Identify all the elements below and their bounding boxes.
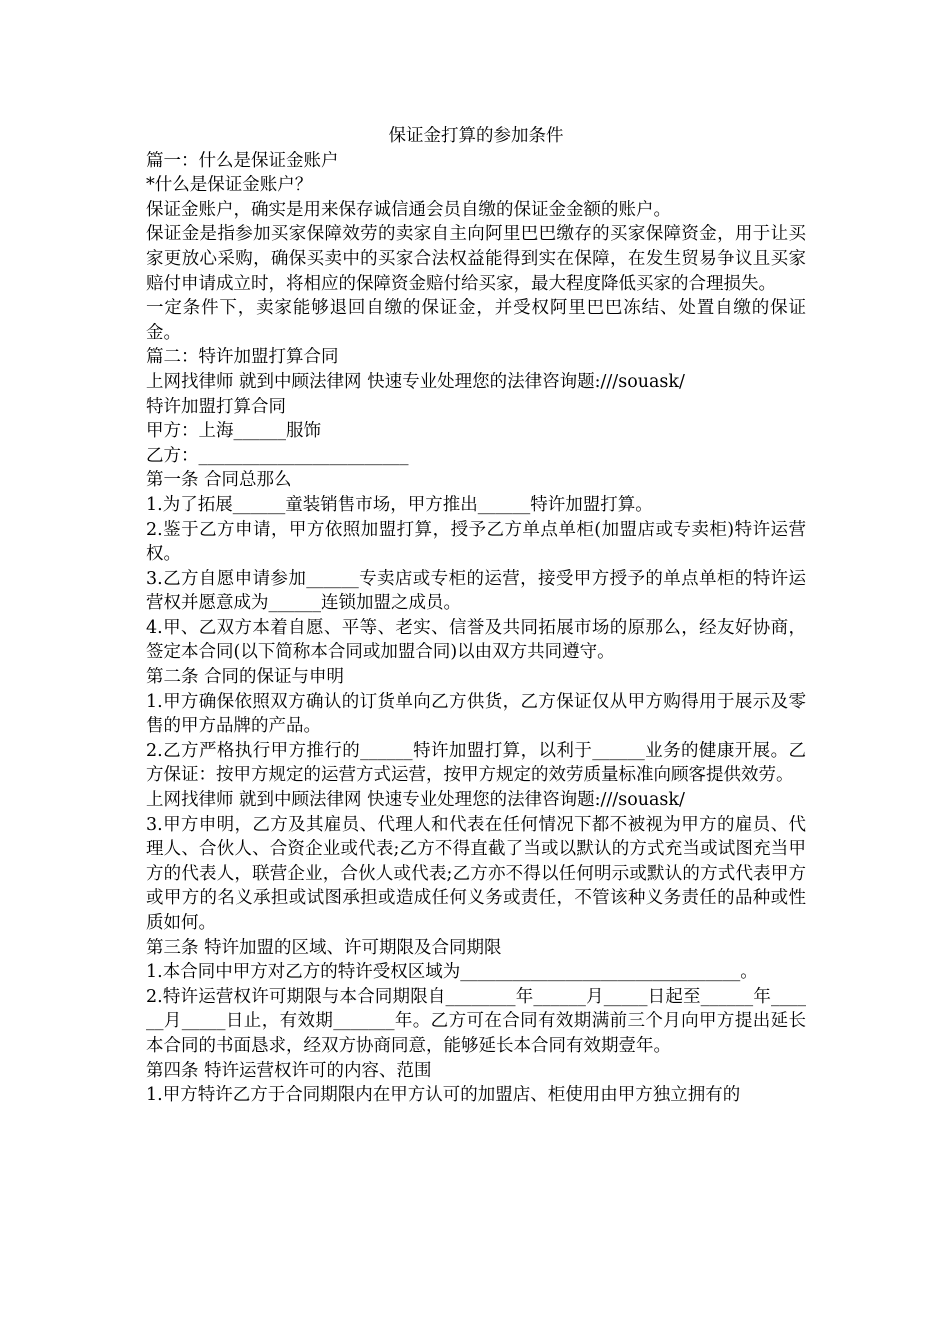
clause: 2.鉴于乙方申请，甲方依照加盟打算，授予乙方单点单柜(加盟店或专卖柜)特许运营权。 — [146, 519, 806, 565]
clause: 1.本合同中甲方对乙方的特许受权区域为________________________________。 — [146, 962, 758, 983]
section-heading-part-two: 篇二：特许加盟打算合同 — [146, 347, 339, 368]
section-heading-part-one: 篇一：什么是保证金账户 — [146, 150, 339, 171]
promo-line: 上网找律师 就到中顾法律网 快速专业处理您的法律咨询题:///souask/ — [146, 790, 685, 811]
paragraph: 保证金是指参加买家保障效劳的卖家自主向阿里巴巴缴存的买家保障资金，用于让买家更放心采购，确保买卖中的买家合法权益能得到实在保障，在发生贸易争议且买家赔付申请成立时，将相应的保障资金赔付给买家，最大程度降低买家的合理损失。 — [146, 224, 806, 294]
question-heading: *什么是保证金账户？ — [146, 175, 313, 196]
clause: 3.甲方申明，乙方及其雇员、代理人和代表在任何情况下都不被视为甲方的雇员、代理人、合伙人、合资企业或代表;乙方不得直截了当或以默认的方式充当或试图充当甲方的代表人，联营企业，合伙人或代表;乙方亦不得以任何明示或默认的方式代表甲方或甲方的名义承担或试图承担或造成任何义务或责任，不管该种义务责任的品种或性质如何。 — [146, 814, 806, 933]
party-b-line: 乙方：________________________ — [146, 445, 409, 466]
clause: 1.甲方特许乙方于合同期限内在甲方认可的加盟店、柜使用由甲方独立拥有的 — [146, 1085, 741, 1106]
clause: 3.乙方自愿申请参加______专卖店或专柜的运营，接受甲方授予的单点单柜的特许运营权并愿意成为______连锁加盟之成员。 — [146, 568, 806, 614]
article-heading: 第二条 合同的保证与申明 — [146, 667, 345, 688]
paragraph: 一定条件下，卖家能够退回自缴的保证金，并受权阿里巴巴冻结、处置自缴的保证金。 — [146, 298, 806, 343]
article-heading: 第一条 合同总那么 — [146, 470, 292, 491]
clause: 2.乙方严格执行甲方推行的______特许加盟打算，以利于______业务的健康开展。乙方保证：按甲方规定的运营方式运营，按甲方规定的效劳质量标准向顾客提供效劳。 — [146, 740, 806, 786]
document-title: 保证金打算的参加条件 — [388, 126, 564, 146]
article-heading: 第三条 特许加盟的区域、许可期限及合同期限 — [146, 937, 502, 958]
party-a-line: 甲方：上海______服饰 — [146, 421, 321, 442]
clause: 1.甲方确保依照双方确认的订货单向乙方供货，乙方保证仅从甲方购得用于展示及零售的甲方品牌的产品。 — [146, 691, 806, 737]
clause: 2.特许运营权许可期限与本合同期限自________年______月_____日起至______年______月_____日止，有效期_______年。乙方可在合同有效期满前三个月向甲方提出延长本合同的书面恳求，经双方协商同意，能够延长本合同有效期壹年。 — [146, 986, 806, 1056]
paragraph: 保证金账户，确实是用来保存诚信通会员自缴的保证金金额的账户。 — [146, 199, 671, 220]
promo-line: 上网找律师 就到中顾法律网 快速专业处理您的法律咨询题:///souask/ — [146, 371, 685, 392]
clause: 4.甲、乙双方本着自愿、平等、老实、信誉及共同拓展市场的原那么，经友好协商，签定本合同(以下简称本合同或加盟合同)以由双方共同遵守。 — [146, 617, 806, 663]
contract-title: 特许加盟打算合同 — [146, 396, 286, 417]
article-heading: 第四条 特许运营权许可的内容、范围 — [146, 1060, 432, 1081]
document-body — [146, 124, 806, 1108]
clause: 1.为了拓展______童装销售市场，甲方推出______特许加盟打算。 — [146, 494, 653, 515]
